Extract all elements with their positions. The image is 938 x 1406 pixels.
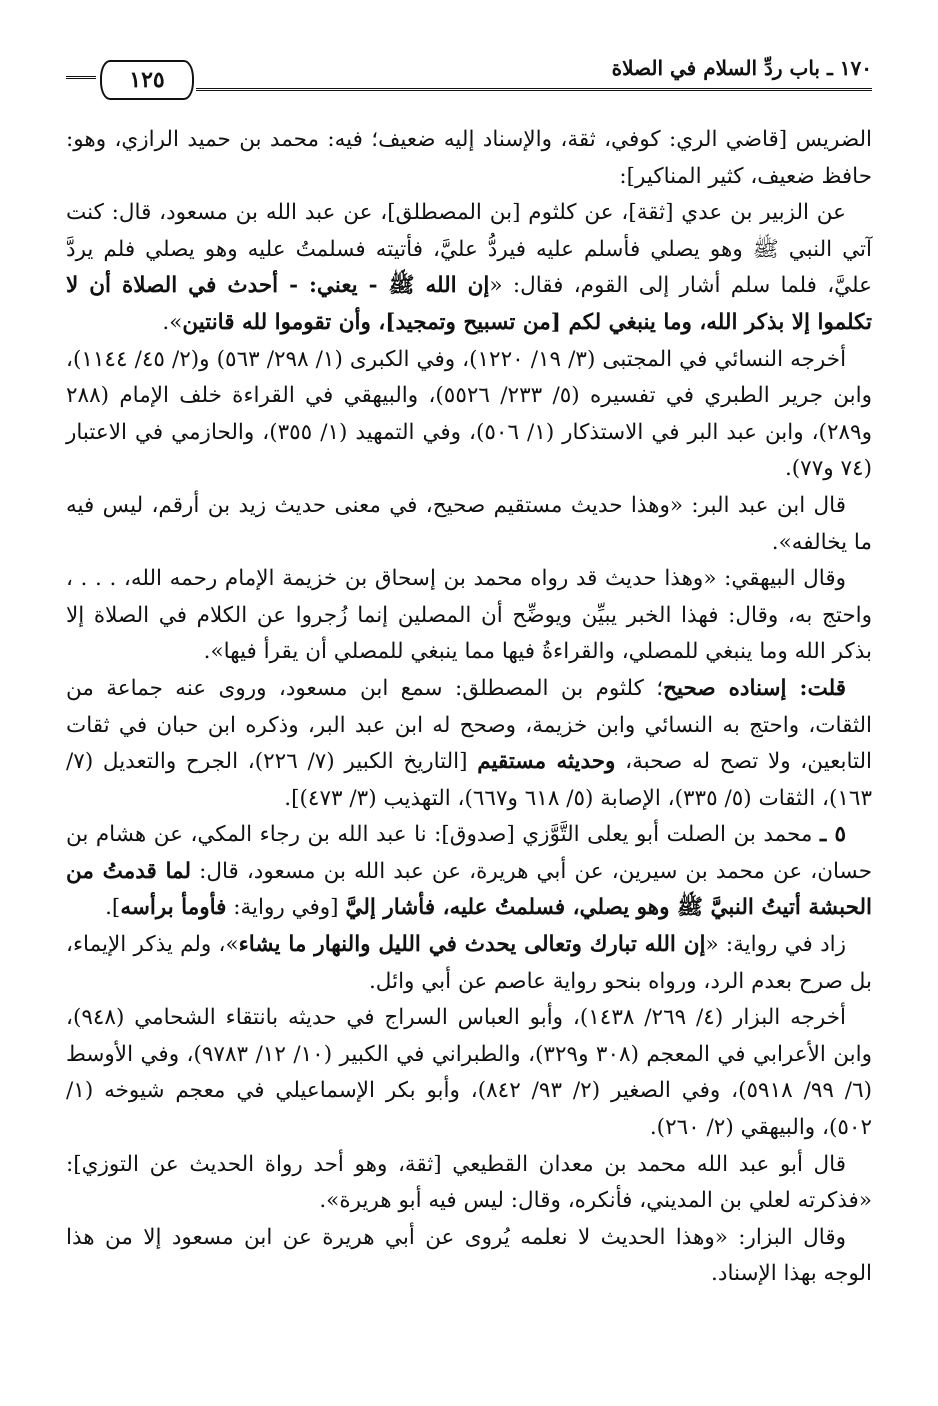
paragraph: [66, 671, 872, 817]
bold-text-run: قلت: إسناده صحيح: [663, 675, 847, 701]
text-run: أخرجه النسائي في المجتبى (٣/ ١٩/ ١٢٢٠)، وفي الكبرى (١/ ٢٩٨/ ٥٦٣) و(٢/ ٤٥/ ١١٤٤)، وابن جرير الطبري في تفسيره (٥/ ٢٣٣/ ٥٥٢٦)، والبيهقي في القراءة خلف الإمام (٢٨٨ و٢٨٩)، وابن عبد البر في الاستذكار (١/ ٥٠٦)، وفي التمهيد (١/ ٣٥٥)، والحازمي في الاعتبار (٧٤ و٧٧).: [66, 346, 872, 482]
bold-text-run: فأومأ برأسه: [120, 895, 227, 921]
bold-text-run: ٥ ـ: [819, 822, 846, 848]
text-run: زاد في رواية: «: [705, 932, 846, 958]
text-run: »، ولم يذكر الإيماء، بل صرح بعدم الرد، ورواه بنحو رواية عاصم عن أبي وائل.: [66, 932, 872, 994]
page-number: ١٢٥: [100, 60, 194, 100]
paragraph: [66, 1147, 872, 1220]
text-run: محمد بن الصلت أبو يعلى التَّوَّزي [صدوق]: نا عبد الله بن رجاء المكي، عن هشام بن حسان، عن محمد بن سيرين، عن أبي هريرة، عن عبد الله بن مسعود، قال:: [66, 822, 873, 884]
text-run: ].: [105, 895, 121, 921]
paragraph: [66, 1220, 872, 1293]
page-body: [66, 122, 872, 1293]
text-run: [التاريخ الكبير (٧/ ٢٢٦)، الجرح والتعديل (٧/ ١٦٣)، الثقات (٥/ ٣٣٥)، الإصابة (٥/ ٦١٨ و٦٦٧)، التهذيب (٣/ ٤٧٣)].: [66, 749, 872, 811]
bold-text-run: إن الله ﷺ - يعني: - أحدث في الصلاة أن لا تكلموا إلا بذكر الله، وما ينبغي لكم [من تسبيح وتمجيد]، وأن تقوموا لله قانتين: [66, 273, 872, 335]
paragraph: [66, 195, 872, 341]
paragraph: [66, 927, 872, 1000]
text-run: الضريس [قاضي الري: كوفي، ثقة، والإسناد إليه ضعيف؛ فيه: محمد بن حميد الرازي، وهو: حافظ ضعيف، كثير المناكير]:: [66, 127, 872, 189]
paragraph: [66, 488, 872, 561]
text-run: ».: [162, 309, 183, 335]
paragraph: [66, 122, 872, 195]
bold-text-run: إن الله تبارك وتعالى يحدث في الليل والنهار ما يشاء: [238, 932, 706, 958]
text-run: عن الزبير بن عدي [ثقة]، عن كلثوم [بن المصطلق]، عن عبد الله بن مسعود، قال: كنت آتي النبي ﷺ وهو يصلي فأسلم عليه فيردُّ عليَّ، فأتيته فسلمتُ عليه وهو يصلي فلم يردَّ عليَّ، فلما سلم أشار إلى القوم، فقال: «: [66, 200, 873, 299]
paragraph: [66, 1000, 872, 1146]
text-run: قال ابن عبد البر: «وهذا حديث مستقيم صحيح، في معنى حديث زيد بن أرقم، ليس فيه ما يخالفه».: [66, 492, 872, 555]
paragraph: [66, 561, 872, 671]
paragraph: [66, 817, 872, 927]
text-run: وقال البيهقي: «وهذا حديث قد رواه محمد بن إسحاق بن خزيمة الإمام رحمه الله، . . . ، واحتج به، وقال: فهذا الخبر يبيِّن ويوضِّح أن المصلين إنما زُجروا عن الكلام في الصلاة إلا بذكر الله وما ينبغي للمصلي، والقراءةُ فيها مما ينبغي للمصلي أن يقرأ فيها».: [66, 566, 872, 665]
bold-text-run: وحديثه مستقيم: [477, 749, 616, 775]
header-rule: [196, 88, 872, 91]
bold-text-run: لما قدمتُ من الحبشة أتيتُ النبيَّ ﷺ وهو يصلي، فسلمتُ عليه، فأشار إليَّ: [66, 858, 872, 921]
running-title: ١٧٠ ـ باب ردِّ السلام في الصلاة: [611, 56, 872, 80]
text-run: قال أبو عبد الله محمد بن معدان القطيعي [ثقة، وهو أحد رواة الحديث عن التوزي]: «فذكرته لعلي بن المديني، فأنكره، وقال: ليس فيه أبو هريرة».: [66, 1151, 872, 1214]
page-number-ornament: [66, 60, 196, 100]
text-run: ؛ كلثوم بن المصطلق: سمع ابن مسعود، وروى عنه جماعة من الثقات، واحتج به النسائي وابن خزيمة، وصحح له ابن عبد البر، وذكره ابن حبان في ثقات التابعين، ولا تصح له صحبة،: [66, 675, 873, 775]
text-run: [وفي رواية:: [226, 895, 346, 921]
paragraph: [66, 342, 872, 488]
text-run: أخرجه البزار (٤/ ٢٦٩/ ١٤٣٨)، وأبو العباس السراج في حديثه بانتقاء الشحامي (٩٤٨)، وابن الأعرابي في المعجم (٣٠٨ و٣٢٩)، والطبراني في الكبير (١٠/ ١٢/ ٩٧٨٣)، وفي الأوسط (٦/ ٩٩/ ٥٩١٨)، وفي الصغير (٢/ ٩٣/ ٨٤٢)، وأبو بكر الإسماعيلي في معجم شيوخه (١/ ٥٠٢)، والبيهقي (٢/ ٢٦٠).: [66, 1005, 873, 1141]
text-run: وقال البزار: «وهذا الحديث لا نعلمه يُروى عن أبي هريرة عن ابن مسعود إلا من هذا الوجه بهذا الإسناد.: [66, 1224, 872, 1287]
page-header: [66, 46, 872, 102]
ornament-lines: [66, 76, 96, 79]
